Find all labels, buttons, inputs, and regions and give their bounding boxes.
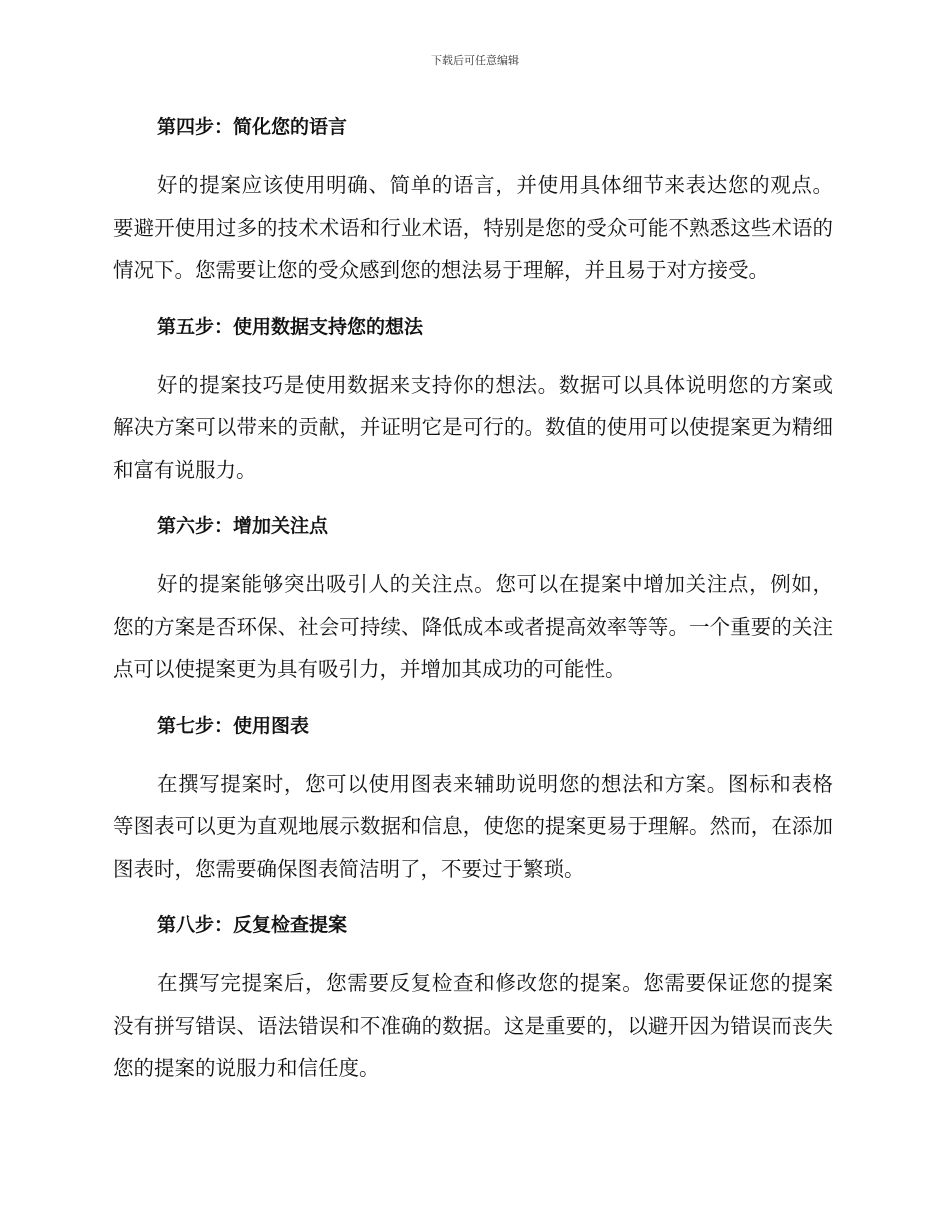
document-body bbox=[113, 110, 833, 1090]
section-paragraph: 好的提案应该使用明确、简单的语言，并使用具体细节来表达您的观点。要避开使用过多的技术术语和行业术语，特别是您的受众可能不熟悉这些术语的情况下。您需要让您的受众感到您的想法易于理解，并且易于对方接受。 bbox=[113, 173, 833, 282]
section-heading: 第七步：使用图表 bbox=[157, 714, 310, 737]
section-step-8 bbox=[113, 908, 833, 1090]
section-heading: 第四步：简化您的语言 bbox=[157, 116, 348, 138]
section-heading: 第五步：使用数据支持您的想法 bbox=[157, 315, 424, 338]
section-heading: 第六步：增加关注点 bbox=[157, 515, 329, 537]
section-step-7 bbox=[113, 709, 833, 909]
section-paragraph: 好的提案技巧是使用数据来支持你的想法。数据可以具体说明您的方案或解决方案可以带来的贡献，并证明它是可行的。数值的使用可以使提案更为精细和富有说服力。 bbox=[113, 372, 833, 482]
section-step-4 bbox=[113, 110, 833, 310]
section-paragraph: 在撰写提案时，您可以使用图表来辅助说明您的想法和方案。图标和表格等图表可以更为直观地展示数据和信息，使您的提案更易于理解。然而，在添加图表时，您需要确保图表简洁明了，不要过于繁琐。 bbox=[113, 771, 833, 881]
section-step-5 bbox=[113, 310, 833, 510]
section-heading: 第八步：反复检查提案 bbox=[157, 914, 348, 936]
section-step-6 bbox=[113, 509, 833, 709]
header-note: 下载后可任意编辑 bbox=[431, 54, 519, 67]
section-paragraph: 在撰写完提案后，您需要反复检查和修改您的提案。您需要保证您的提案没有拼写错误、语法错误和不准确的数据。这是重要的，以避开因为错误而丧失您的提案的说服力和信任度。 bbox=[113, 971, 833, 1080]
section-paragraph: 好的提案能够突出吸引人的关注点。您可以在提案中增加关注点，例如，您的方案是否环保、社会可持续、降低成本或者提高效率等等。一个重要的关注点可以使提案更为具有吸引力，并增加其成功的可能性。 bbox=[113, 572, 833, 681]
